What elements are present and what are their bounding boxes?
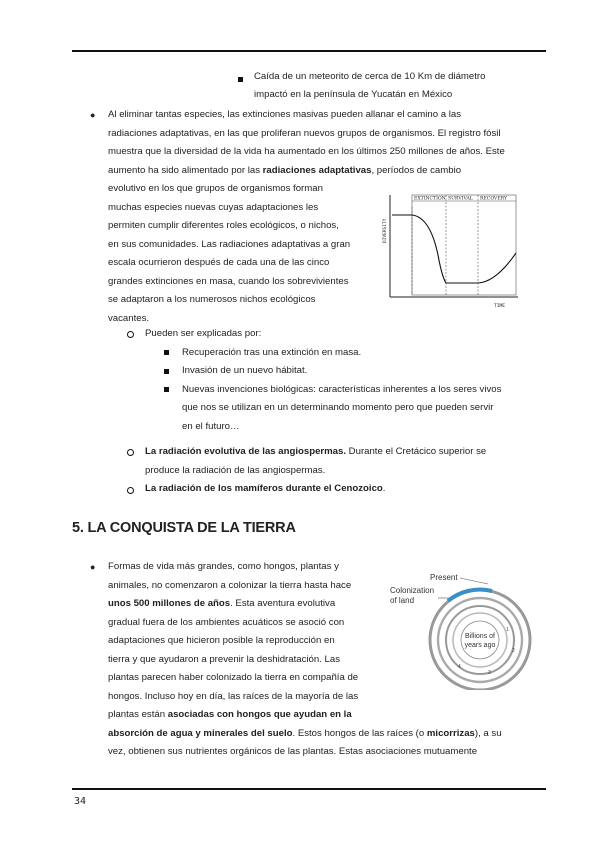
bullet-icon: ● <box>90 562 96 572</box>
graph-ylabel: DIVERSITY <box>383 218 388 243</box>
para1-line: permiten cumplir diferentes roles ecológicos, o nichos, <box>108 220 339 231</box>
bold-term: La radiación evolutiva de las angiospermas. <box>145 446 347 457</box>
tick-label: 3 <box>488 670 491 676</box>
page-number: 34 <box>74 796 87 807</box>
square-bullet-icon <box>164 369 169 374</box>
section-heading: 5. LA CONQUISTA DE LA TIERRA <box>72 520 296 536</box>
circle-bullet-icon <box>127 449 134 456</box>
circle-bullet-icon <box>127 487 134 494</box>
sub-item: que nos se utilizan en un determinando momento pero que pueden servir <box>182 402 494 413</box>
square-bullet-icon <box>164 350 169 355</box>
para2-line: hongos. Incluso hoy en día, las raíces de la mayoría de las <box>108 690 359 702</box>
colonization-label: Colonization <box>390 586 435 595</box>
tick-label: 2 <box>512 648 515 654</box>
tick-label: 4 <box>458 664 461 670</box>
bold-term: micorrizas <box>426 727 475 739</box>
sub-explain: Pueden ser explicadas por: <box>145 328 262 339</box>
para2-line: gradual fuera de los ambientes acuáticos se asoció con <box>108 616 345 628</box>
colonization-timeline-diagram <box>388 568 538 690</box>
bold-term: absorción de agua y minerales del suelo <box>108 727 293 739</box>
sub-item: en el futuro… <box>182 420 240 432</box>
phase-label: RECOVERY <box>480 196 508 202</box>
para1-line: vacantes. <box>108 312 150 324</box>
sub-item: Invasión de un nuevo hábitat. <box>182 365 308 376</box>
para1-line: se adaptaron a los numerosos nichos ecológicos <box>108 294 316 305</box>
bullet-icon: ● <box>90 110 96 120</box>
para2-line: tierra y que ayudaron a prevenir la deshidratación. Las <box>108 653 340 665</box>
diversity-graph <box>378 185 520 317</box>
bold-term: radiaciones adaptativas <box>262 164 372 176</box>
square-bullet-icon <box>164 387 169 392</box>
para1-line: radiaciones adaptativas, en las que proliferan nuevos grupos de organismos. El registro fósil <box>108 127 501 139</box>
meteor-line-2: impactó en la península de Yucatán en México <box>254 89 453 100</box>
para2-line: animales, no comenzaron a colonizar la tierra hasta hace <box>108 579 352 591</box>
angio-line-2: produce la radiación de las angiospermas. <box>145 464 326 476</box>
para1-line: muchas especies nuevas cuyas adaptaciones les <box>108 201 319 213</box>
center-label: years ago <box>464 642 496 649</box>
phase-label: EXTINCTION <box>414 196 446 202</box>
para2-line: plantas parecen haber colonizado la tierra en compañía de <box>108 672 359 683</box>
sub-item: Recuperación tras una extinción en masa. <box>182 346 362 358</box>
para2-line: adaptaciones que hicieron posible la reproducción en <box>108 635 335 646</box>
present-pointer <box>460 578 488 584</box>
circle-bullet-icon <box>127 331 134 338</box>
bottom-rule <box>72 788 546 790</box>
top-rule <box>72 50 546 52</box>
bold-term: La radiación de los mamíferos durante el Cenozoico <box>145 483 383 494</box>
para1-line: muestra que la diversidad de la vida ha aumentado en los últimos 250 millones de años. Este <box>108 146 505 157</box>
para1-line: Al eliminar tantas especies, las extinciones masivas pueden allanar el camino a las <box>108 109 462 120</box>
para2-line: vez, obtienen sus nutrientes orgánicos de las plantas. Estas asociaciones mutuamente <box>108 746 478 757</box>
angio-line-1: La radiación evolutiva de las angiospermas. Durante el Cretácico superior se <box>145 446 487 457</box>
bold-term: unos 500 millones de años <box>108 598 231 609</box>
phase-box <box>412 195 516 295</box>
para1-line: evolutivo en los que grupos de organismos forman <box>108 183 323 194</box>
tick-label: 1 <box>506 627 509 633</box>
para2-line-9: plantas están asociadas con hongos que ayudan en la <box>108 709 352 720</box>
center-label: Billions of <box>465 633 495 640</box>
phase-label: SURVIVAL <box>448 196 473 202</box>
center-disc <box>461 621 499 659</box>
para2-line-3: unos 500 millones de años. Esta aventura evolutiva <box>108 598 336 609</box>
meteor-line-1: Caída de un meteorito de cerca de 10 Km de diámetro <box>254 71 486 82</box>
para1-line: en sus comunidades. Las radiaciones adaptativas a gran <box>108 238 351 250</box>
para1-line: escala ocurrieron después de cada una de las cinco <box>108 257 330 268</box>
graph-xlabel: TIME <box>494 304 506 309</box>
para1-line: grandes extinciones en masa, cuando los sobrevivientes <box>108 275 349 287</box>
diversity-curve <box>392 215 516 283</box>
para2-line: Formas de vida más grandes, como hongos, plantas y <box>108 561 339 572</box>
present-label: Present <box>430 573 458 582</box>
bold-term: asociadas con hongos que ayudan en la <box>167 709 352 720</box>
para2-line-10: absorción de agua y minerales del suelo. Estos hongos de las raíces (o micorrizas), a su <box>108 727 502 739</box>
square-bullet-icon <box>238 77 243 82</box>
mamif-line: La radiación de los mamíferos durante el Cenozoico. <box>145 483 386 494</box>
sub-item: Nuevas invenciones biológicas: características inherentes a los seres vivos <box>182 383 502 395</box>
para1-line-4: aumento ha sido alimentado por las radiaciones adaptativas, períodos de cambio <box>108 164 462 176</box>
colonization-label: of land <box>390 596 415 605</box>
